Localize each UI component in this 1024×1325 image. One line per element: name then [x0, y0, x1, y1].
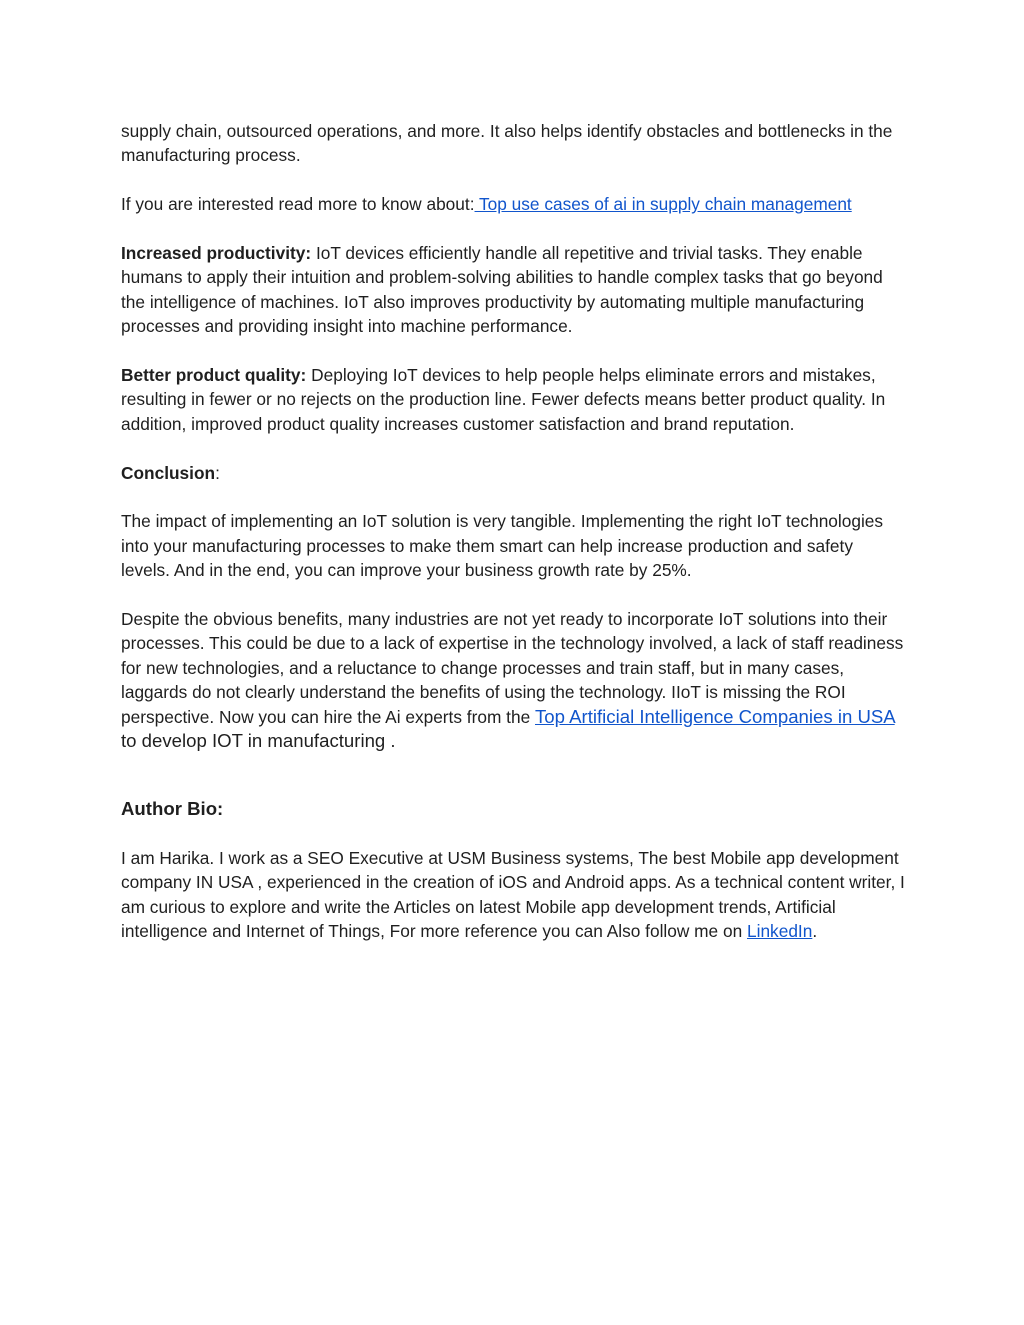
productivity-text: IoT devices efficiently handle all repetitive and trivial tasks. They enable humans to apply their intuition and problem-solving abilities to handle complex tasks that go beyond the intelligence of machines. IoT also improves productivity by automating multiple manufacturing processes and providing insight into machine performance.	[121, 243, 883, 337]
quality-text: Deploying IoT devices to help people helps eliminate errors and mistakes, resulting in fewer or no rejects on the production line. Fewer defects means better product quality. In addition, improved product quality increases customer satisfaction and brand reputation.	[121, 365, 886, 434]
productivity-heading: Increased productivity:	[121, 243, 312, 263]
author-bio-text: I am Harika. I work as a SEO Executive at USM Business systems, The best Mobile app development company IN USA , experienced in the creation of iOS and Android apps. As a technical content writer, I am curious to explore and write the Articles on latest Mobile app development trends, Artificial intelligence and Internet of Things, For more reference you can Also follow me on	[121, 847, 905, 942]
ai-companies-link[interactable]: Top Artificial Intelligence Companies in USA	[535, 705, 895, 727]
conclusion-paragraph-2-suffix: to develop IOT in manufacturing .	[121, 730, 396, 752]
supply-chain-link[interactable]: Top use cases of ai in supply chain management	[474, 194, 852, 215]
interest-prefix: If you are interested read more to know about:	[121, 194, 475, 215]
conclusion-paragraph-2-text: Despite the obvious benefits, many industries are not yet ready to incorporate IoT solutions into their processes. This could be due to a lack of expertise in the technology involved, a lack of staff readiness for new technologies, and a reluctance to change processes and train staff, but in many cases, laggards do not clearly understand the benefits of using the technology. IIoT is missing the ROI perspective. Now you can hire the Ai experts from the	[121, 609, 904, 727]
quality-heading: Better product quality:	[121, 365, 307, 386]
conclusion-paragraph-2	[121, 607, 906, 753]
author-bio-heading: Author Bio:	[121, 798, 224, 820]
productivity-paragraph	[121, 241, 906, 339]
conclusion-paragraph-1: The impact of implementing an IoT solution is very tangible. Implementing the right IoT technologies into your manufacturing processes to make them smart can help increase production and safety levels. And in the end, you can improve your business growth rate by 25%.	[121, 511, 884, 581]
conclusion-heading-line	[121, 461, 906, 485]
quality-paragraph	[121, 363, 906, 436]
conclusion-heading: Conclusion	[121, 462, 216, 483]
author-bio-paragraph	[121, 846, 906, 944]
linkedin-link[interactable]: LinkedIn	[747, 921, 813, 942]
author-bio-end: .	[812, 921, 818, 942]
intro-paragraph: supply chain, outsourced operations, and more. It also helps identify obstacles and bottlenecks in the manufacturing process.	[121, 121, 893, 166]
interest-paragraph	[121, 192, 906, 216]
document-page	[121, 119, 906, 968]
conclusion-colon: :	[215, 462, 220, 483]
